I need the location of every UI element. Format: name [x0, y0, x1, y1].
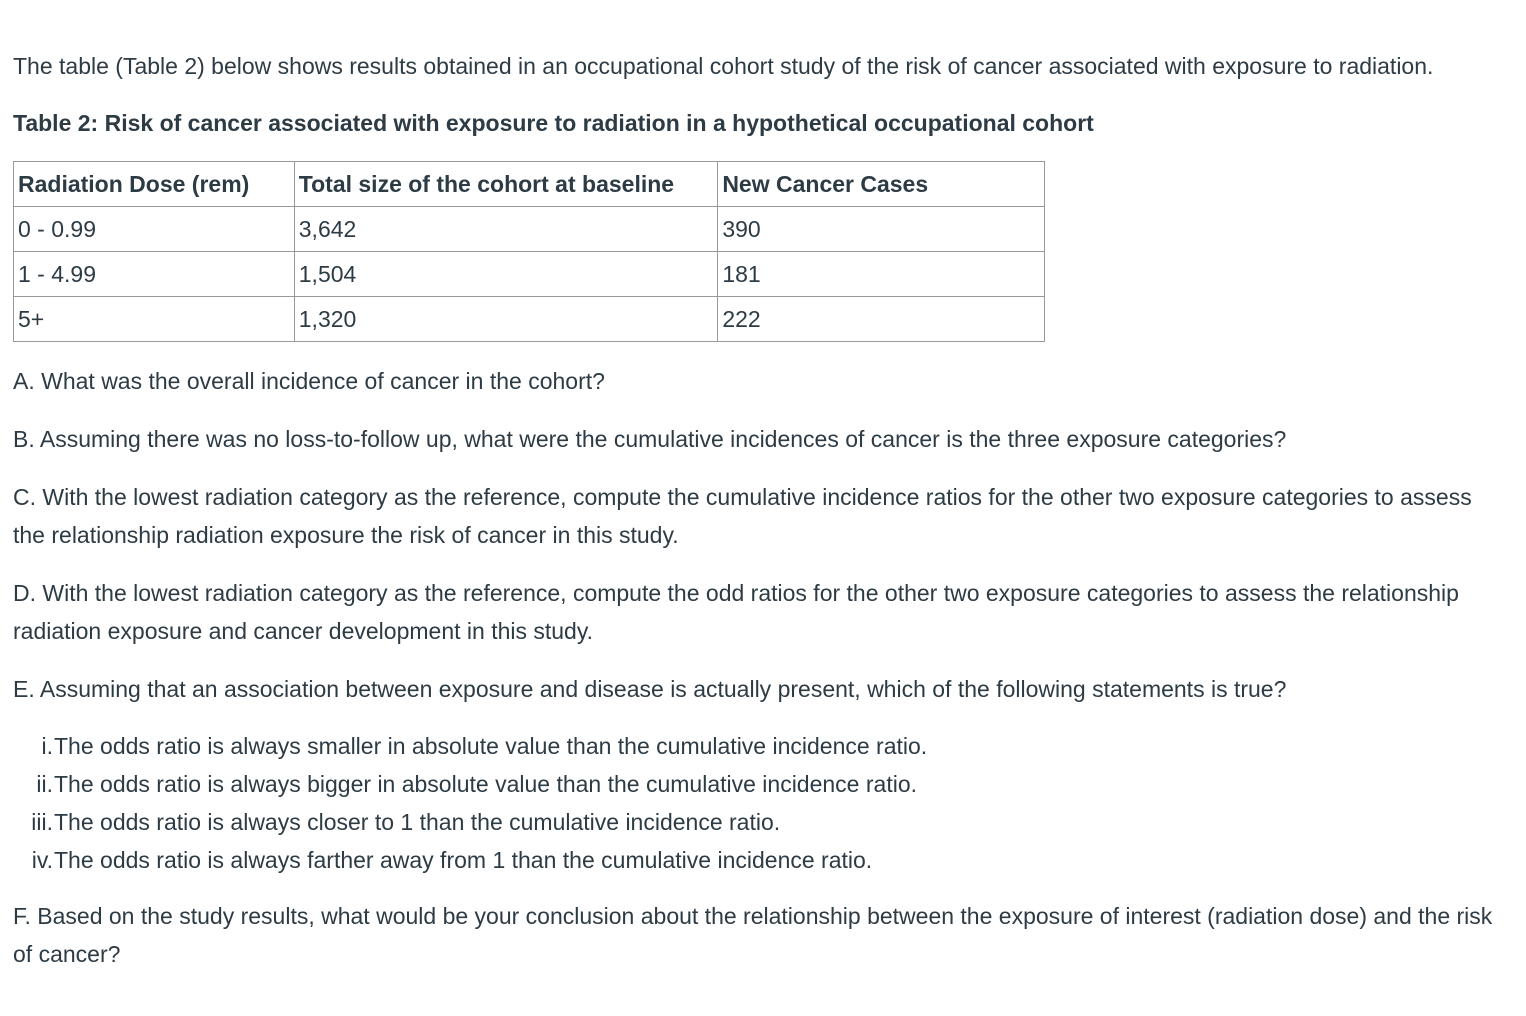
- question-a: A. What was the overall incidence of cancer in the cohort?: [13, 368, 605, 394]
- header-radiation-dose: Radiation Dose (rem): [14, 162, 295, 207]
- question-e: E. Assuming that an association between exposure and disease is actually present, which of the following statements is true?: [13, 676, 1287, 702]
- cell-cohort-size: 1,504: [294, 252, 718, 297]
- question-c: C. With the lowest radiation category as the reference, compute the cumulative incidence ratios for the other two exposure categories to assess the relationship radiation exposure the risk of cancer in this study.: [13, 484, 1472, 548]
- cell-dose: 5+: [14, 297, 295, 342]
- option-text: The odds ratio is always closer to 1 than the cumulative incidence ratio.: [54, 809, 781, 835]
- cancer-risk-table: [13, 161, 1045, 342]
- cell-new-cases: 222: [718, 297, 1045, 342]
- cell-dose: 1 - 4.99: [14, 252, 295, 297]
- table-header-row: [14, 162, 1045, 207]
- question-d: D. With the lowest radiation category as the reference, compute the odd ratios for the other two exposure categories to assess the relationship radiation exposure and cancer development in this study.: [13, 580, 1459, 644]
- table-row: [14, 207, 1045, 252]
- list-item: [13, 803, 1500, 841]
- option-text: The odds ratio is always smaller in absolute value than the cumulative incidence ratio.: [54, 733, 928, 759]
- option-number: i.: [41, 733, 53, 759]
- option-number: ii.: [36, 771, 53, 797]
- question-e-options: [13, 727, 1500, 879]
- header-cohort-size: Total size of the cohort at baseline: [294, 162, 718, 207]
- option-text: The odds ratio is always farther away from 1 than the cumulative incidence ratio.: [54, 847, 873, 873]
- question-f: F. Based on the study results, what would be your conclusion about the relationship between the exposure of interest (radiation dose) and the risk of cancer?: [13, 903, 1493, 967]
- question-b: B. Assuming there was no loss-to-follow up, what were the cumulative incidences of cancer is the three exposure categories?: [13, 426, 1287, 452]
- table-title: Table 2: Risk of cancer associated with exposure to radiation in a hypothetical occupational cohort: [13, 110, 1094, 136]
- cell-dose: 0 - 0.99: [14, 207, 295, 252]
- cell-new-cases: 390: [718, 207, 1045, 252]
- option-text: The odds ratio is always bigger in absolute value than the cumulative incidence ratio.: [54, 771, 917, 797]
- list-item: [13, 841, 1500, 879]
- intro-paragraph: The table (Table 2) below shows results obtained in an occupational cohort study of the risk of cancer associated with exposure to radiation.: [13, 53, 1434, 79]
- cell-new-cases: 181: [718, 252, 1045, 297]
- option-number: iii.: [31, 809, 53, 835]
- list-item: [13, 765, 1500, 803]
- header-new-cases: New Cancer Cases: [718, 162, 1045, 207]
- table-row: [14, 252, 1045, 297]
- list-item: [13, 727, 1500, 765]
- option-number: iv.: [31, 847, 53, 873]
- cell-cohort-size: 1,320: [294, 297, 718, 342]
- table-row: [14, 297, 1045, 342]
- cell-cohort-size: 3,642: [294, 207, 718, 252]
